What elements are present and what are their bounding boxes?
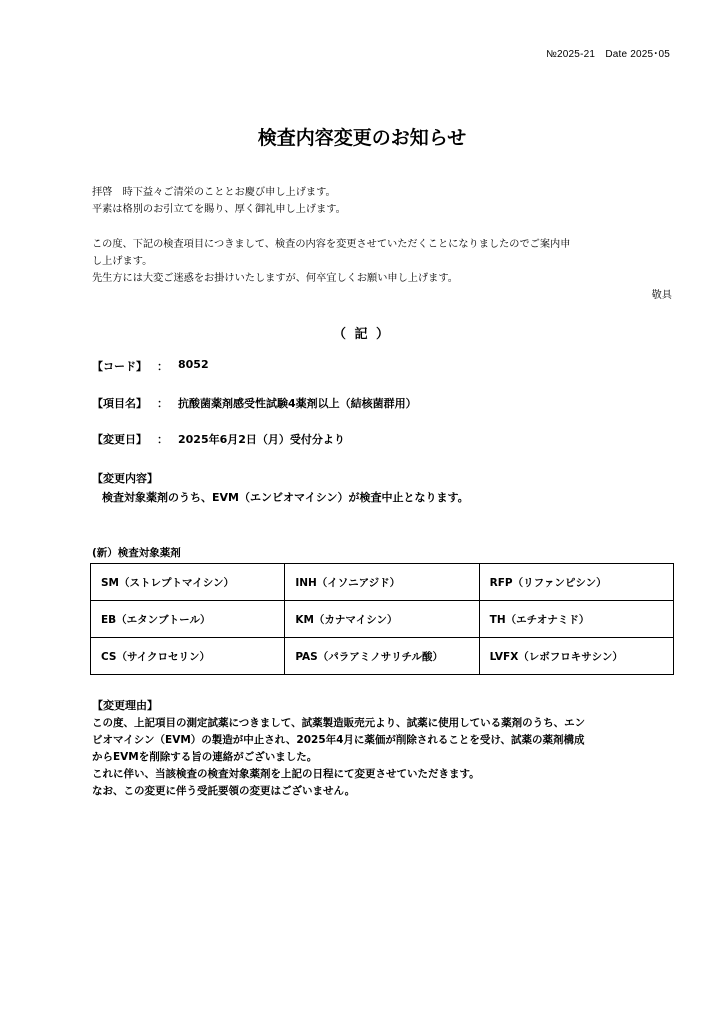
reason-line: ビオマイシン（EVM）の製造が中止され、2025年4月に薬価が削除されることを受け、試薬の薬剤構成 xyxy=(92,734,585,746)
closing: 敬具 xyxy=(651,290,672,301)
greeting-line: 平素は格別のお引立てを賜り、厚く御礼申し上げます。 xyxy=(92,204,346,215)
intro-paragraph xyxy=(92,236,678,287)
code-value: 8052 xyxy=(178,358,209,371)
change-content-text: 検査対象薬剤のうち、EVM（エンビオマイシン）が検査中止となります。 xyxy=(102,491,469,504)
page-title: 検査内容変更のお知らせ xyxy=(257,127,467,149)
intro-line: し上げます。 xyxy=(92,256,153,267)
ki-heading: （ 記 ） xyxy=(332,327,392,342)
table-cell: INH（イソニアジド） xyxy=(285,564,479,601)
code-label: 【コード】 xyxy=(92,360,147,373)
item-name-label: 【項目名】 xyxy=(92,397,147,410)
greeting xyxy=(92,184,346,218)
reason-text xyxy=(92,715,678,800)
table-cell: EB（エタンブトール） xyxy=(91,601,285,638)
item-name-value: 抗酸菌薬剤感受性試験4薬剤以上（結核菌群用） xyxy=(178,397,417,410)
intro-line: 先生方には大変ご迷惑をお掛けいたしますが、何卒宜しくお願い申し上げます。 xyxy=(92,273,458,284)
reason-line: なお、この変更に伴う受託要領の変更はございません。 xyxy=(92,785,356,797)
code-separator: ： xyxy=(157,360,168,373)
table-row xyxy=(91,564,674,601)
change-date-separator: ： xyxy=(157,433,168,446)
table-cell: CS（サイクロセリン） xyxy=(91,638,285,675)
code-field xyxy=(92,358,209,374)
change-date-label: 【変更日】 xyxy=(92,433,147,446)
reason-line: からEVMを削除する旨の連絡がございました。 xyxy=(92,751,318,763)
change-date-field xyxy=(92,431,345,447)
table-row xyxy=(91,601,674,638)
intro-line: この度、下記の検査項目につきまして、検査の内容を変更させていただくことになりましたのでご案内申 xyxy=(92,239,571,250)
item-name-separator: ： xyxy=(157,397,168,410)
change-date-value: 2025年6月2日（月）受付分より xyxy=(178,433,345,446)
table-cell: SM（ストレプトマイシン） xyxy=(91,564,285,601)
reason-line: この度、上記項目の測定試薬につきまして、試薬製造販売元より、試薬に使用している薬剤のうち、エン xyxy=(92,717,586,729)
item-name-field xyxy=(92,395,417,411)
document-number: №2025-21 Date 2025･05 xyxy=(546,49,670,60)
table-cell: LVFX（レボフロキサシン） xyxy=(479,638,673,675)
table-cell: PAS（パラアミノサリチル酸） xyxy=(285,638,479,675)
drug-table-title: (新）検査対象薬剤 xyxy=(92,547,181,559)
change-content-heading: 【変更内容】 xyxy=(92,472,158,485)
table-cell: KM（カナマイシン） xyxy=(285,601,479,638)
drug-table xyxy=(90,563,674,675)
greeting-line: 拝啓 時下益々ご清栄のこととお慶び申し上げます。 xyxy=(92,187,336,198)
table-row xyxy=(91,638,674,675)
table-cell: TH（エチオナミド） xyxy=(479,601,673,638)
table-cell: RFP（リファンピシン） xyxy=(479,564,673,601)
reason-line: これに伴い、当該検査の検査対象薬剤を上記の日程にて変更させていただきます。 xyxy=(92,768,480,780)
reason-heading: 【変更理由】 xyxy=(92,699,158,712)
